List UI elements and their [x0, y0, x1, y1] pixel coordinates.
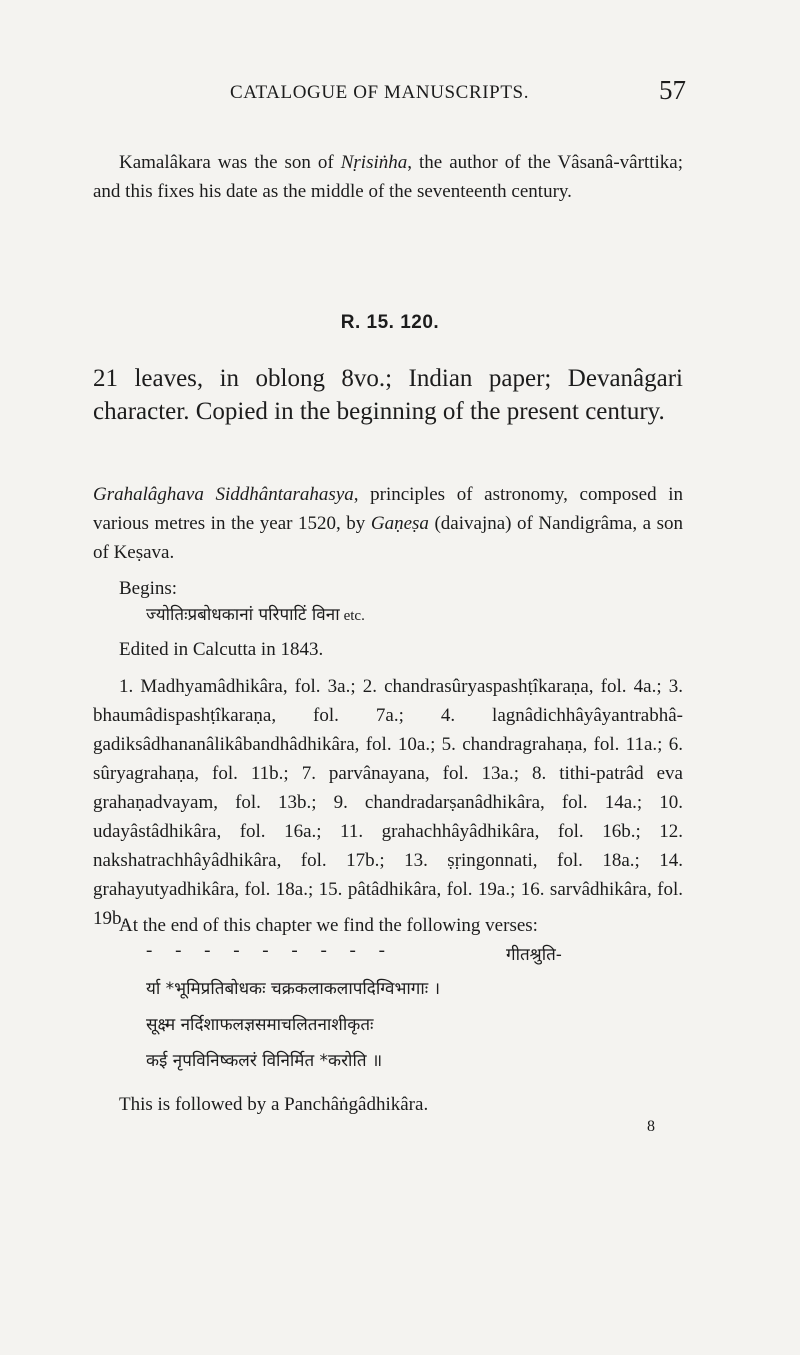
- verse-line-4: कई नृपविनिष्कलरं विनिर्मित *करोति ॥: [146, 1051, 383, 1071]
- closing-text: This is followed by a Panchâṅgâdhikâra.: [119, 1094, 429, 1115]
- intro-name: Nṛisiṅha: [340, 152, 408, 173]
- title-text-1: , principles of astronomy, composed in various metres in the year 1520, by: [93, 484, 683, 534]
- begins-devanagari: ज्योतिःप्रबोधकानां परिपाटिं विना: [146, 605, 340, 625]
- verses-intro: At the end of this chapter we find the following verses:: [119, 915, 538, 936]
- verses-intro-block: [93, 911, 683, 940]
- physical-description: [93, 362, 683, 428]
- title-paragraph: [93, 480, 683, 567]
- verse-line-1-end: गीतश्रुति-: [506, 945, 562, 965]
- contents-text: 1. Madhyamâdhikâra, fol. 3a.; 2. chandrasûryaspashṭîkaraṇa, fol. 4a.; 3. bhaumâdispashṭîkaraṇa, fol. 7a.; 4. lagnâdichhâyâyantrabhâ-gadiksâdhananâlikâbandhâdhikâra, fol. 10a.; 5. chandragrahaṇa, fol. 11a.; 6. sûryagrahaṇa, fol. 11b.; 7. parvânayana, fol. 13a.; 8. tithi-patrâd eva grahaṇadvayam, fol. 13b.; 9. chandradarṣanâdhikâra, fol. 14a.; 10. udayâstâdhikâra, fol. 16a.; 11. grahachhâyâdhikâra, fol. 16b.; 12. nakshatrachhâyâdhikâra, fol. 17b.; 13. ṣṛingonnati, fol. 18a.; 14. grahayutyadhikâra, fol. 18a.; 15. pâtâdhikâra, fol. 19a.; 16. sarvâdhikâra, fol. 19b.: [93, 676, 683, 929]
- title-text-2: (daivajna) of Nandigrâma, a son of Keṣava.: [93, 513, 683, 563]
- begins-label-block: [93, 574, 683, 603]
- page-number: 57: [659, 75, 686, 105]
- signature-mark: 8: [647, 1118, 655, 1135]
- verse-line-2: र्या *भूमिप्रतिबोधकः चक्रकलाकलापदिग्विभागाः ।: [146, 979, 441, 999]
- contents-list: [93, 672, 683, 933]
- author-name: Gaṇeṣa: [370, 513, 429, 534]
- shelfmark: R. 15. 120.: [340, 312, 440, 333]
- begins-etc: etc.: [343, 608, 365, 624]
- closing-block: [93, 1090, 683, 1119]
- page-header: [93, 75, 686, 116]
- begins-text: [93, 602, 736, 625]
- edition-note-block: [93, 635, 683, 664]
- intro-text-2: , the author of the Vâsanâ-vârttika; and this fixes his date as the middle of the seventeenth century.: [93, 152, 683, 202]
- verse-dashes: - - - - - - - - -: [146, 940, 394, 961]
- intro-text-1: Kamalâkara was the son of: [119, 152, 341, 173]
- description-text: 21 leaves, in oblong 8vo.; Indian paper; Devanâgari character. Copied in the beginning of the present century.: [93, 365, 683, 425]
- intro-paragraph: [93, 148, 683, 206]
- begins-label: Begins:: [119, 578, 178, 599]
- verse-line-3: सूक्ष्म नर्दिशाफलज्ञसमाचलितनाशीकृतः: [146, 1015, 374, 1035]
- running-head: CATALOGUE OF MANUSCRIPTS.: [230, 82, 530, 103]
- work-title: Grahalâghava Siddhântarahasya: [93, 484, 354, 505]
- edition-note: Edited in Calcutta in 1843.: [119, 639, 324, 660]
